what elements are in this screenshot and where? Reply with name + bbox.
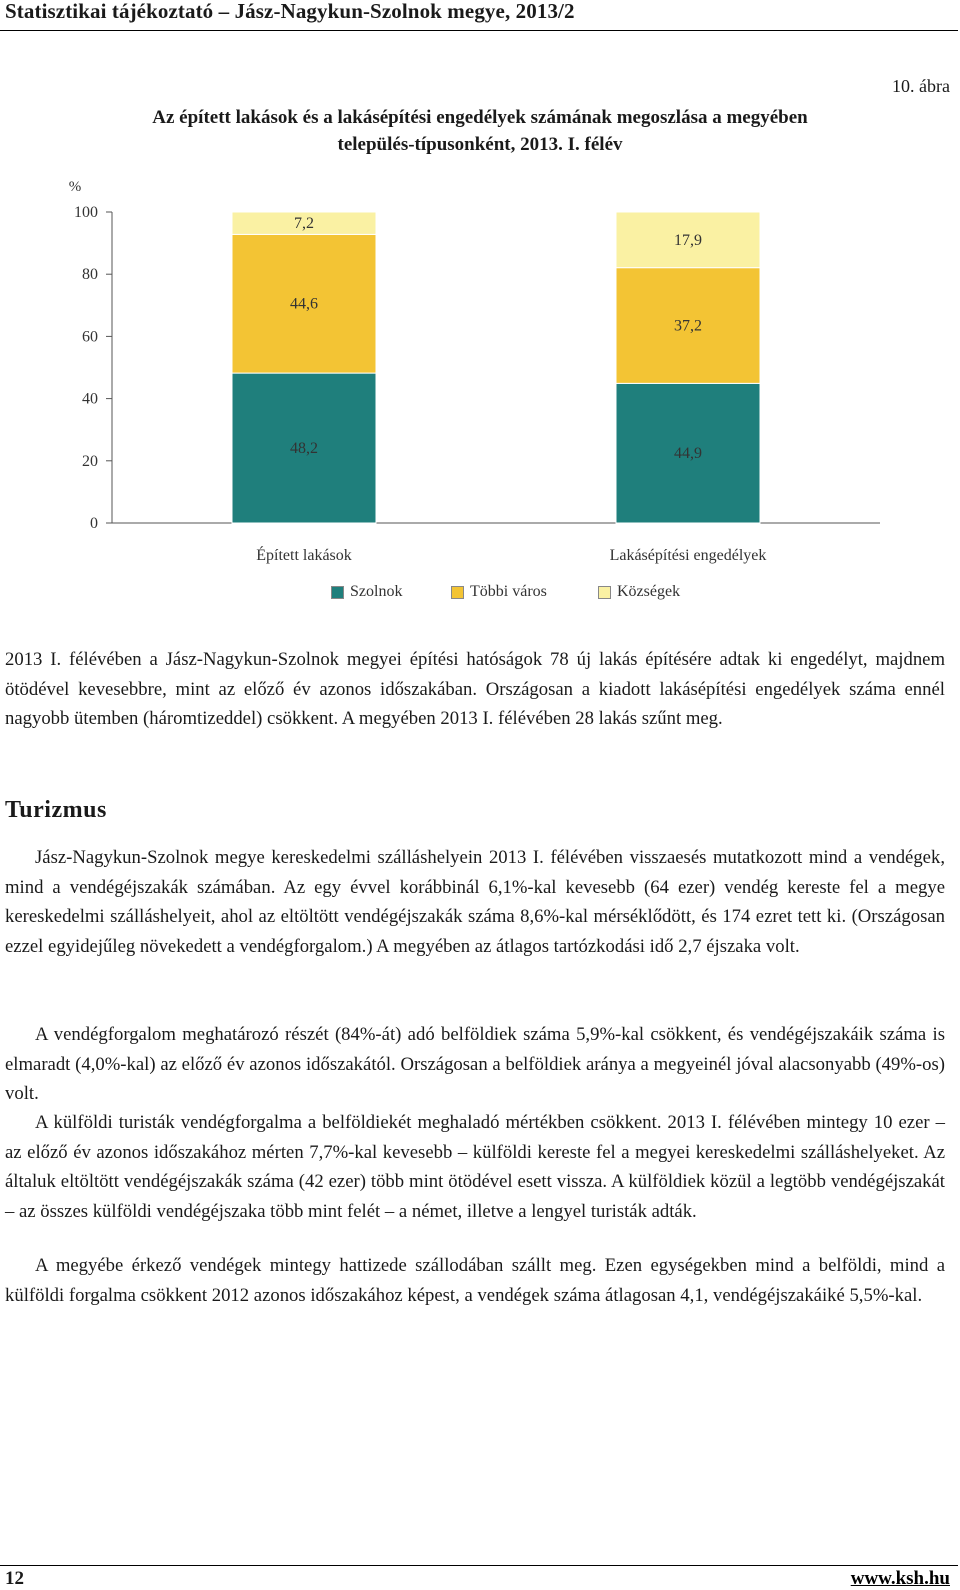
data-label: 37,2 xyxy=(674,317,702,335)
legend-item xyxy=(598,583,680,601)
data-label: 44,9 xyxy=(674,445,702,463)
legend-label: Községek xyxy=(617,583,681,600)
y-tick-label-20: 20 xyxy=(82,452,98,470)
y-tick-label-0: 0 xyxy=(90,515,98,532)
paragraph-housing: 2013 I. félévében a Jász-Nagykun-Szolnok megyei építési hatóságok 78 új lakás építésére adtak ki engedélyt, majdnem ötödével kevesebbre, mint az előző év azonos időszakában. Országosan a kiadott lakásépítési engedélyek száma ennél nagyobb ütemben (háromtizeddel) csökkent. A megyében 2013 I. félévében 28 lakás szűnt meg. xyxy=(5,649,945,730)
chart-legend xyxy=(0,583,960,607)
data-label: 7,2 xyxy=(294,215,314,233)
page-header-title: Statisztikai tájékoztató – Jász-Nagykun-Szolnok megye, 2013/2 xyxy=(5,0,575,23)
category-label: Lakásépítési engedélyek xyxy=(609,547,767,564)
data-label: 17,9 xyxy=(674,231,702,249)
footer-link-ksh[interactable]: www.ksh.hu xyxy=(850,1568,950,1589)
page-number: 12 xyxy=(5,1568,24,1589)
y-tick-label-80: 80 xyxy=(82,266,98,284)
category-label: Épített lakások xyxy=(256,547,352,564)
legend-label: Szolnok xyxy=(350,583,403,600)
stacked-bar-chart xyxy=(0,0,960,580)
figure-number: 10. ábra xyxy=(892,76,950,96)
footer-divider xyxy=(0,1565,958,1566)
paragraph-domestic-guests: A vendégforgalom meghatározó részét (84%-át) adó belföldiek száma 5,9%-kal csökkent, és vendégéjszakáik száma is elmaradt (4,0%-kal) az előző év azonos időszakától. Országosan a belföldiek aránya a megyeinél jóval alacsonyabb (49%-os) volt. xyxy=(5,1024,945,1105)
paragraph-foreign-guests: A külföldi turisták vendégforgalma a belföldiekét meghaladó mértékben csökkent. 2013 I. félévében mintegy 10 ezer – az előző év azonos időszakához mérten 7,7%-kal kevesebb – külföldi kereste fel a megyei kereskedelmi szálláshelyeket. Az általuk eltöltött vendégéjszakák száma (42 ezer) több mint ötödével esett vissza. A külföldiek közül a legtöbb vendégéjszakát – az összes külföldi vendégéjszaka több mint felét – a német, illetve a lengyel turisták adták. xyxy=(5,1112,945,1222)
legend-swatch xyxy=(598,586,611,599)
y-tick-label-40: 40 xyxy=(82,390,98,408)
legend-swatch xyxy=(331,586,344,599)
figure-title-line2: település-típusonként, 2013. I. félév xyxy=(337,134,623,155)
figure-title-line1: Az épített lakások és a lakásépítési engedélyek számának megoszlása a megyében xyxy=(152,107,808,128)
legend-swatch xyxy=(451,586,464,599)
legend-item xyxy=(331,583,402,601)
legend-label: Többi város xyxy=(470,583,547,600)
paragraph-hotels: A megyébe érkező vendégek mintegy hattizede szállodában szállt meg. Ezen egységekben mind a belföldi, mind a külföldi forgalma csökkent 2012 azonos időszakához képest, a vendégek száma átlagosan 4,1, vendégéjszakáiké 5,5%-kal. xyxy=(5,1255,945,1306)
section-heading-turizmus: Turizmus xyxy=(5,797,107,823)
y-tick-label-60: 60 xyxy=(82,328,98,346)
y-axis-label: % xyxy=(68,179,82,195)
data-label: 48,2 xyxy=(290,440,318,458)
y-tick-label-100: 100 xyxy=(74,204,98,221)
data-label: 44,6 xyxy=(290,295,318,313)
paragraph-tourism-overview: Jász-Nagykun-Szolnok megye kereskedelmi szálláshelyein 2013 I. félévében visszaesés mutatkozott mind a vendégek, mind a vendégéjszakák számában. Az egy évvel korábbinál 6,1%-kal kevesebb (64 ezer) vendég kereste fel a megye kereskedelmi szálláshelyeit, ahol az eltöltött vendégéjszakák száma 8,6%-kal mérséklődött, és 174 ezret tett ki. (Országosan ezzel egyidejűleg növekedett a vendégforgalom.) A megyében az átlagos tartózkodási idő 2,7 éjszaka volt. xyxy=(5,847,945,957)
legend-item xyxy=(451,583,547,601)
